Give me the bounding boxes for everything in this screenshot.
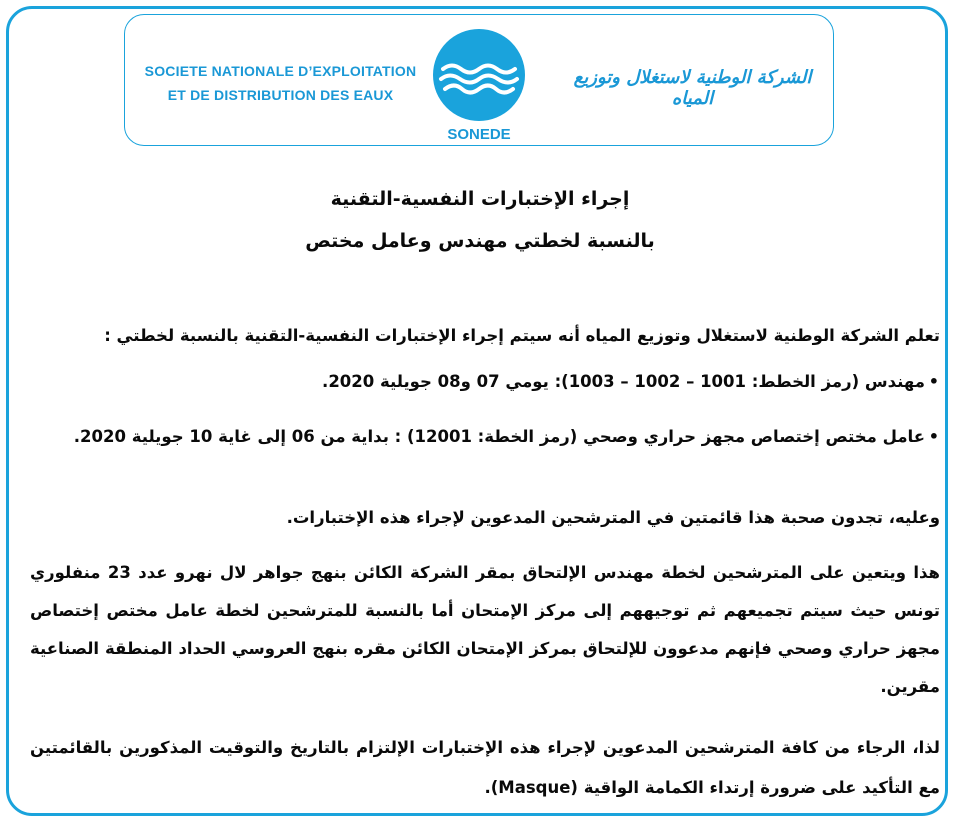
letterhead bbox=[124, 14, 834, 146]
company-name-french bbox=[143, 59, 418, 107]
logo-text: SONEDE bbox=[447, 126, 511, 143]
bullet-item-engineer bbox=[30, 372, 939, 391]
paragraph-mask-requirement: لذا، الرجاء من كافة المترشحين المدعوين لإجراء هذه الإختبارات الإلتزام بالتاريخ والتوقيت المذكورين بالقائمتين مع التأكيد على ضرورة إرتداء الكمامة الواقية (Masque). bbox=[30, 738, 940, 797]
bullet-icon: • bbox=[928, 427, 939, 446]
notice-title-line1: إجراء الإختبارات النفسية-التقنية bbox=[330, 188, 630, 210]
paragraph-lists-attached: وعليه، تجدون صحبة هذا قائمتين في المترشحين المدعوين لإجراء هذه الإختبارات. bbox=[286, 508, 940, 527]
bullet-item-technician bbox=[30, 420, 939, 454]
company-name-arabic: الشركة الوطنية لاستغلال وتوزيع المياه bbox=[573, 67, 812, 109]
company-name-french-line2: ET DE DISTRIBUTION DES EAUX bbox=[167, 87, 394, 103]
sonede-logo bbox=[425, 25, 533, 143]
intro-paragraph: تعلم الشركة الوطنية لاستغلال وتوزيع المياه أنه سيتم إجراء الإختبارات النفسية-التقنية بالنسبة لخطتي : bbox=[104, 326, 940, 345]
bullet-text: مهندس (رمز الخطط: 1001 – 1002 – 1003): يومي 07 و08 جويلية 2020. bbox=[322, 372, 925, 391]
company-name-french-line1: SOCIETE NATIONALE D’EXPLOITATION bbox=[144, 63, 417, 79]
bullet-text: عامل مختص إختصاص مجهز حراري وصحي (رمز الخطة: 12001) : بداية من 06 إلى غاية 10 جويلية 2020. bbox=[73, 427, 925, 446]
bullet-icon: • bbox=[928, 372, 939, 391]
notice-title-line2: بالنسبة لخطتي مهندس وعامل مختص bbox=[305, 230, 655, 252]
sonede-logo-icon bbox=[425, 25, 533, 143]
paragraph-meeting-places: هذا ويتعين على المترشحين لخطة مهندس الإلتحاق بمقر الشركة الكائن بنهج جواهر لال نهرو عدد 23 منفلوري تونس حيث سيتم تجميعهم ثم توجيههم إلى مركز الإمتحان أما بالنسبة للمترشحين لخطة عامل مختص إختصاص مجهز حراري وصحي فإنهم مدعوون للإلتحاق بمركز الإمتحان الكائن مقره بنهج العروسي الحداد المنطقة الصناعية مقرين. bbox=[30, 563, 940, 696]
